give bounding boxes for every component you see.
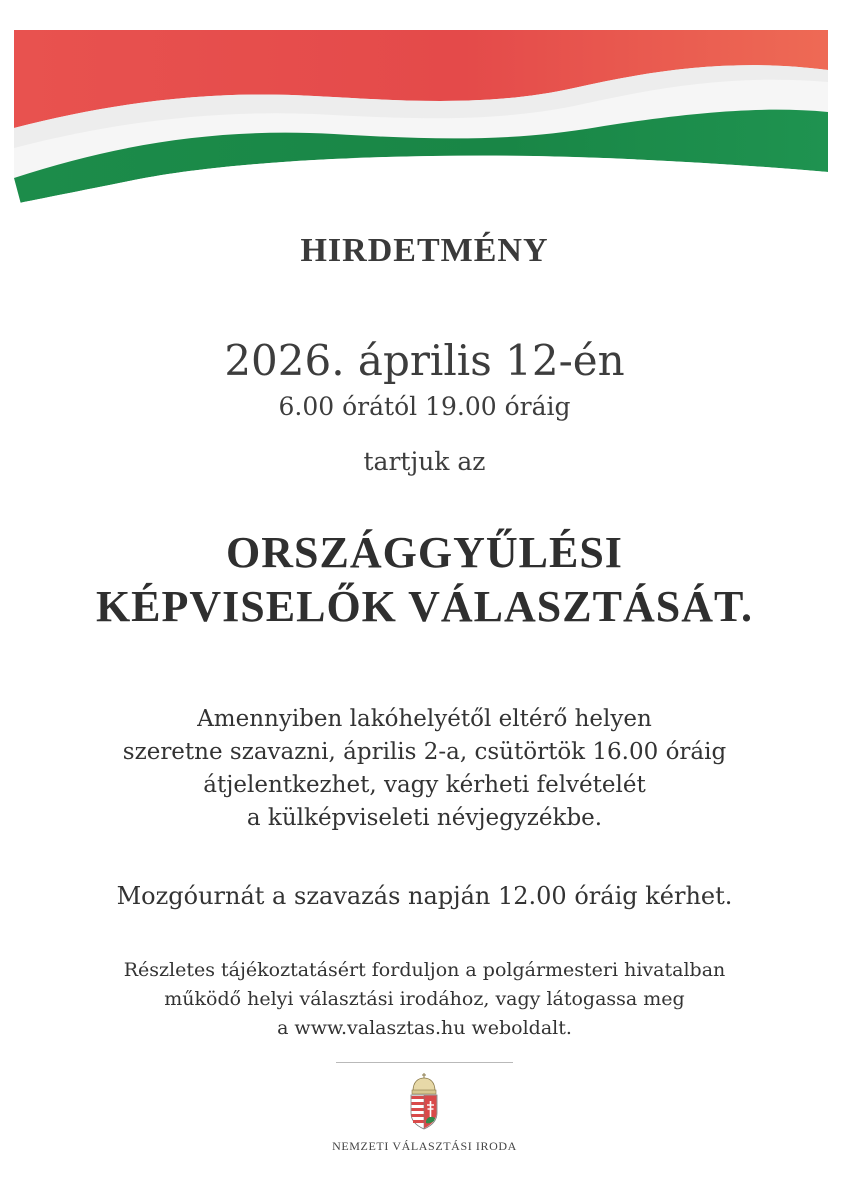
info-line: működő helyi választási irodához, vagy látogassa meg xyxy=(164,988,685,1010)
notice-heading: HIRDETMÉNY xyxy=(300,232,549,269)
hungarian-flag-banner xyxy=(14,30,828,208)
registration-line: Amennyiben lakóhelyétől eltérő helyen xyxy=(197,706,652,732)
info-line: Részletes tájékoztatásért forduljon a polgármesteri hivatalban xyxy=(123,959,726,981)
election-title xyxy=(0,526,849,634)
registration-line: szeretne szavazni, április 2-a, csütörtök 16.00 óráig xyxy=(122,739,727,765)
organization-name: NEMZETI VÁLASZTÁSI IRODA xyxy=(332,1139,517,1153)
registration-line: átjelentkezhet, vagy kérheti felvételét xyxy=(203,772,646,798)
election-title-line: KÉPVISELŐK VÁLASZTÁSÁT. xyxy=(95,582,754,631)
mobile-ballot-box-text: Mozgóurnát a szavazás napján 12.00 óráig kérhet. xyxy=(116,882,733,910)
election-date: 2026. április 12-én xyxy=(224,336,625,385)
footer-divider xyxy=(336,1062,513,1063)
info-line: a www.valasztas.hu weboldalt. xyxy=(277,1017,572,1039)
info-paragraph xyxy=(0,956,849,1043)
intro-text: tartjuk az xyxy=(363,447,486,476)
hungarian-coat-of-arms-icon xyxy=(400,1071,448,1133)
voting-hours: 6.00 órától 19.00 óráig xyxy=(278,392,571,421)
election-title-line: ORSZÁGGYŰLÉSI xyxy=(226,528,623,577)
registration-paragraph xyxy=(0,703,849,835)
registration-line: a külképviseleti névjegyzékbe. xyxy=(246,805,603,831)
